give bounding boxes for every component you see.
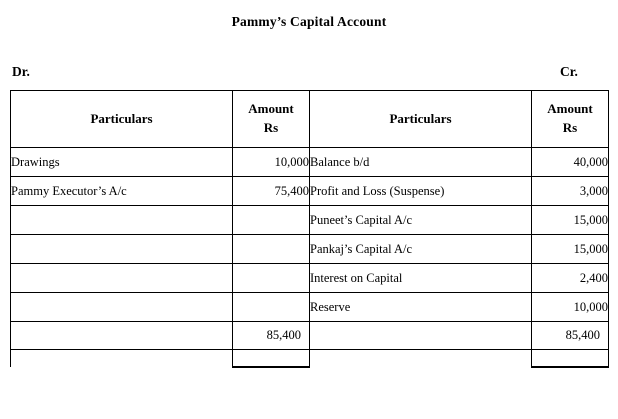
debit-particulars-6 xyxy=(11,293,233,322)
page-title: Pammy’s Capital Account xyxy=(231,14,387,29)
debit-amount-5 xyxy=(233,264,310,293)
debit-side-label: Dr. xyxy=(12,64,30,79)
debit-particulars-3 xyxy=(11,206,233,235)
debit-total-label xyxy=(11,322,233,350)
credit-amount-4: 15,000 xyxy=(532,235,609,264)
credit-side-label: Cr. xyxy=(560,64,578,79)
debit-particulars-4 xyxy=(11,235,233,264)
table-closing-row xyxy=(11,350,609,368)
totals-row xyxy=(11,322,609,350)
credit-amount-6: 10,000 xyxy=(532,293,609,322)
table-row xyxy=(11,264,609,293)
capital-account-table xyxy=(10,90,609,368)
credit-amount-5: 2,400 xyxy=(532,264,609,293)
debit-amount-1: 10,000 xyxy=(233,148,310,177)
credit-amount-2: 3,000 xyxy=(532,177,609,206)
debit-amount-4 xyxy=(233,235,310,264)
debit-amount-3 xyxy=(233,206,310,235)
header-amount-word-credit: Amount xyxy=(547,101,593,117)
header-amount-debit xyxy=(233,91,310,148)
credit-total-label xyxy=(310,322,532,350)
header-amount-word-debit: Amount xyxy=(248,101,294,117)
credit-particulars-6: Reserve xyxy=(310,293,532,322)
debit-particulars-5 xyxy=(11,264,233,293)
table-row xyxy=(11,235,609,264)
table-row xyxy=(11,206,609,235)
header-amount-credit xyxy=(532,91,609,148)
credit-total-amount: 85,400 xyxy=(532,322,609,350)
credit-particulars-2: Profit and Loss (Suspense) xyxy=(310,177,532,206)
table-row xyxy=(11,148,609,177)
table-header-row xyxy=(11,91,609,148)
closing-cell-debit-amount xyxy=(233,350,310,368)
credit-particulars-1: Balance b/d xyxy=(310,148,532,177)
credit-particulars-3: Puneet’s Capital A/c xyxy=(310,206,532,235)
closing-cell-credit-particulars xyxy=(310,350,532,368)
debit-amount-6 xyxy=(233,293,310,322)
credit-amount-3: 15,000 xyxy=(532,206,609,235)
credit-particulars-5: Interest on Capital xyxy=(310,264,532,293)
debit-particulars-1: Drawings xyxy=(11,148,233,177)
debit-total-amount: 85,400 xyxy=(233,322,310,350)
credit-particulars-4: Pankaj’s Capital A/c xyxy=(310,235,532,264)
header-particulars-debit: Particulars xyxy=(11,91,233,148)
debit-amount-2: 75,400 xyxy=(233,177,310,206)
closing-cell-credit-amount xyxy=(532,350,609,368)
header-currency-debit: Rs xyxy=(263,120,279,135)
table-row xyxy=(11,293,609,322)
credit-amount-1: 40,000 xyxy=(532,148,609,177)
debit-particulars-2: Pammy Executor’s A/c xyxy=(11,177,233,206)
closing-cell-debit-particulars xyxy=(11,350,233,368)
header-currency-credit: Rs xyxy=(562,120,578,135)
table-row xyxy=(11,177,609,206)
header-particulars-credit: Particulars xyxy=(310,91,532,148)
